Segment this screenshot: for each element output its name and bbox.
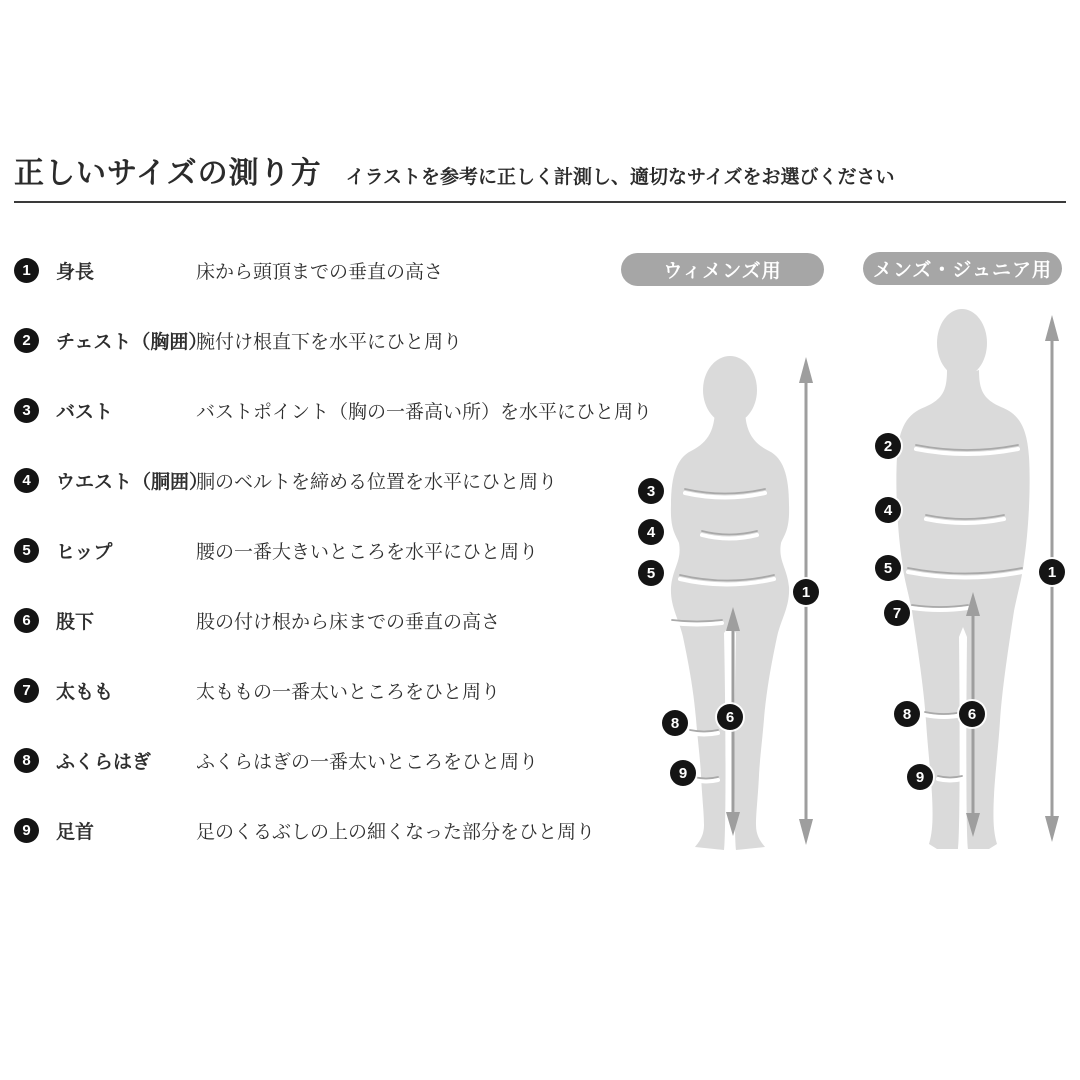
measurement-description: バストポイント（胸の一番高い所）を水平にひと周り: [196, 401, 653, 423]
measurement-label: バスト: [56, 401, 114, 423]
measurement-label: 身長: [56, 261, 95, 283]
measurement-label: 足首: [56, 821, 95, 843]
womens-marker-height: 1: [793, 579, 819, 605]
ankle-line-highlight: [938, 779, 962, 781]
measurement-number-badge: 4: [14, 468, 39, 493]
measurement-row-calf: [14, 747, 538, 773]
measurement-row-ankle: [14, 817, 595, 843]
measurement-label: 股下: [56, 611, 95, 633]
measurement-number-badge: 6: [14, 608, 39, 633]
womens-marker-waist: 4: [638, 519, 664, 545]
womens-marker-inseam: 6: [717, 704, 743, 730]
measurement-number-badge: 1: [14, 258, 39, 283]
measurement-number-badge: 3: [14, 398, 39, 423]
measurement-description: 腕付け根直下を水平にひと周り: [196, 331, 463, 353]
measurement-row-hip: [14, 537, 538, 563]
measurement-row-bust: [14, 397, 652, 423]
measurement-row-height: [14, 257, 443, 283]
ankle-line-highlight: [694, 780, 718, 782]
header: [14, 148, 1066, 192]
mens-marker-calf: 8: [894, 701, 920, 727]
header-divider: [14, 201, 1066, 203]
measurement-number-badge: 9: [14, 818, 39, 843]
measurement-label: チェスト（胸囲）: [56, 331, 208, 353]
mens-marker-chest: 2: [875, 433, 901, 459]
measurement-number-badge: 2: [14, 328, 39, 353]
calf-line-highlight: [925, 715, 962, 717]
womens-marker-bust: 3: [638, 478, 664, 504]
womens-category-pill: ウィメンズ用: [621, 253, 824, 286]
measurement-description: ふくらはぎの一番太いところをひと周り: [196, 751, 539, 773]
mens-marker-waist: 4: [875, 497, 901, 523]
mens-category-pill: メンズ・ジュニア用: [863, 252, 1062, 285]
measurement-description: 床から頭頂までの垂直の高さ: [196, 261, 444, 283]
womens-marker-hip: 5: [638, 560, 664, 586]
measurement-description: 胴のベルトを締める位置を水平にひと周り: [196, 471, 558, 493]
measurement-description: 股の付け根から床までの垂直の高さ: [196, 611, 501, 633]
page-subtitle: イラストを参考に正しく計測し、適切なサイズをお選びください: [345, 167, 895, 188]
mens-marker-inseam: 6: [959, 701, 985, 727]
measurement-label: ヒップ: [56, 541, 113, 563]
thigh-line-highlight: [912, 608, 968, 610]
mens-head: [937, 309, 987, 377]
measurement-row-waist: [14, 467, 557, 493]
measurement-row-thigh: [14, 677, 500, 703]
measurement-number-badge: 5: [14, 538, 39, 563]
measurement-label: ふくらはぎ: [56, 751, 152, 773]
measurement-description: 太ももの一番太いところをひと周り: [196, 681, 501, 703]
womens-marker-ankle: 9: [670, 760, 696, 786]
mens-marker-hip: 5: [875, 555, 901, 581]
womens-marker-calf: 8: [662, 710, 688, 736]
measurement-row-inseam: [14, 607, 500, 633]
measurement-number-badge: 8: [14, 748, 39, 773]
thigh-line-highlight: [672, 623, 722, 625]
calf-line-highlight: [690, 733, 718, 735]
page-title: 正しいサイズの測り方: [14, 157, 322, 190]
measurement-row-chest: [14, 327, 462, 353]
mens-marker-thigh: 7: [884, 600, 910, 626]
mens-marker-height: 1: [1039, 559, 1065, 585]
mens-marker-ankle: 9: [907, 764, 933, 790]
measurement-label: 太もも: [56, 681, 114, 703]
measurement-description: 腰の一番大きいところを水平にひと周り: [196, 541, 539, 563]
measurement-number-badge: 7: [14, 678, 39, 703]
measurement-description: 足のくるぶしの上の細くなった部分をひと周り: [196, 821, 596, 843]
measurement-label: ウエスト（胴囲）: [56, 471, 209, 493]
